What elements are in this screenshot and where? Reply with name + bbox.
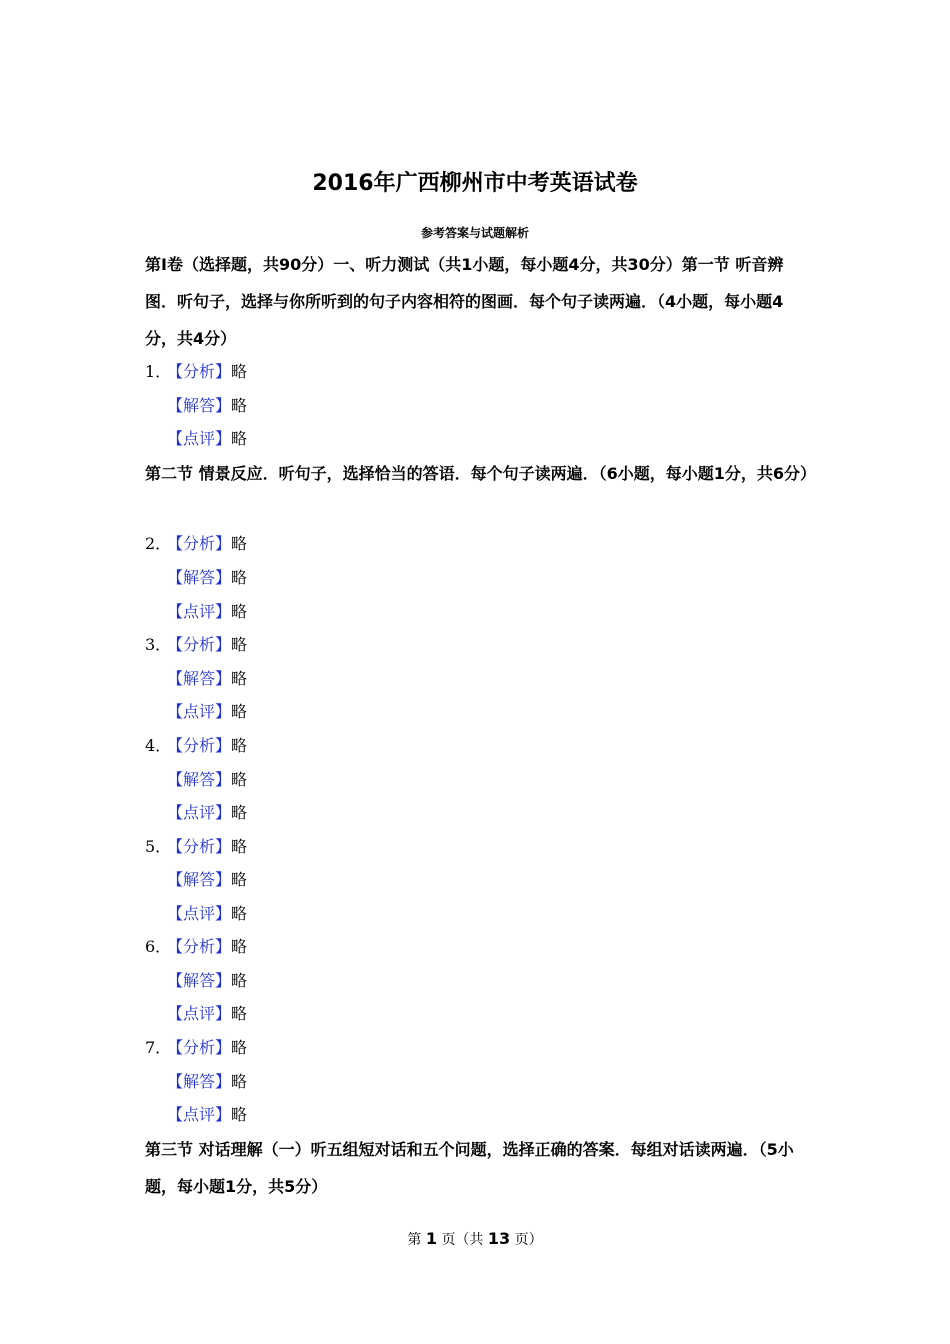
analysis-text: 略 — [231, 736, 248, 755]
analysis-label: 【分析】 — [167, 937, 232, 956]
answer-label: 【解答】 — [167, 1072, 232, 1091]
answer-text: 略 — [231, 1072, 248, 1091]
answer-text: 略 — [231, 568, 248, 587]
analysis-text: 略 — [231, 837, 248, 856]
comment-label: 【点评】 — [167, 803, 232, 822]
question-number: 5． — [145, 837, 172, 856]
answer-text: 略 — [231, 396, 248, 415]
document-subtitle: 参考答案与试题解析 — [420, 226, 529, 240]
section-heading-2: 第二节 情景反应．听句子，选择恰当的答语．每个句子读两遍．（6小题，每小题1分，共6分） — [145, 464, 816, 483]
question-number: 6． — [145, 937, 172, 956]
document-title: 2016年广西柳州市中考英语试卷 — [312, 171, 638, 196]
comment-text: 略 — [231, 803, 248, 822]
comment-label: 【点评】 — [167, 904, 232, 923]
analysis-label: 【分析】 — [167, 635, 232, 654]
analysis-text: 略 — [231, 362, 248, 381]
comment-text: 略 — [231, 1004, 248, 1023]
answer-text: 略 — [231, 870, 248, 889]
footer-total-pages: 13 — [487, 1229, 511, 1248]
analysis-label: 【分析】 — [167, 1038, 232, 1057]
footer-page-number: 1 — [425, 1229, 437, 1248]
analysis-label: 【分析】 — [167, 362, 232, 381]
analysis-label: 【分析】 — [167, 837, 232, 856]
question-number: 1． — [145, 362, 172, 381]
analysis-text: 略 — [231, 534, 248, 553]
comment-label: 【点评】 — [167, 429, 232, 448]
footer-middle: 页（共 — [441, 1232, 484, 1248]
comment-text: 略 — [231, 602, 248, 621]
page-footer — [0, 1229, 950, 1249]
answer-text: 略 — [231, 770, 248, 789]
comment-label: 【点评】 — [167, 1004, 232, 1023]
analysis-text: 略 — [231, 635, 248, 654]
question-number: 3． — [145, 635, 172, 654]
comment-text: 略 — [231, 904, 248, 923]
comment-text: 略 — [231, 702, 248, 721]
answer-text: 略 — [231, 971, 248, 990]
footer-suffix: 页） — [514, 1232, 543, 1248]
comment-text: 略 — [231, 1105, 248, 1124]
answer-label: 【解答】 — [167, 770, 232, 789]
answer-label: 【解答】 — [167, 870, 232, 889]
question-number: 7． — [145, 1038, 172, 1057]
answer-label: 【解答】 — [167, 568, 232, 587]
answer-label: 【解答】 — [167, 971, 232, 990]
comment-text: 略 — [231, 429, 248, 448]
analysis-text: 略 — [231, 937, 248, 956]
question-number: 4． — [145, 736, 172, 755]
section-heading-1: 第Ⅰ卷（选择题，共90分）一、听力测试（共1小题，每小题4分，共30分）第一节 听音辨图．听句子，选择与你所听到的句子内容相符的图画．每个句子读两遍．（4小题，每小题4分，共4分） — [145, 255, 784, 348]
footer-prefix: 第 — [407, 1232, 422, 1248]
comment-label: 【点评】 — [167, 702, 232, 721]
section-heading-3: 第三节 对话理解（一）听五组短对话和五个问题，选择正确的答案．每组对话读两遍．（5小题，每小题1分，共5分） — [145, 1140, 794, 1196]
answer-label: 【解答】 — [167, 669, 232, 688]
analysis-label: 【分析】 — [167, 736, 232, 755]
answer-label: 【解答】 — [167, 396, 232, 415]
question-number: 2． — [145, 534, 172, 553]
analysis-label: 【分析】 — [167, 534, 232, 553]
analysis-text: 略 — [231, 1038, 248, 1057]
answer-text: 略 — [231, 669, 248, 688]
comment-label: 【点评】 — [167, 602, 232, 621]
comment-label: 【点评】 — [167, 1105, 232, 1124]
